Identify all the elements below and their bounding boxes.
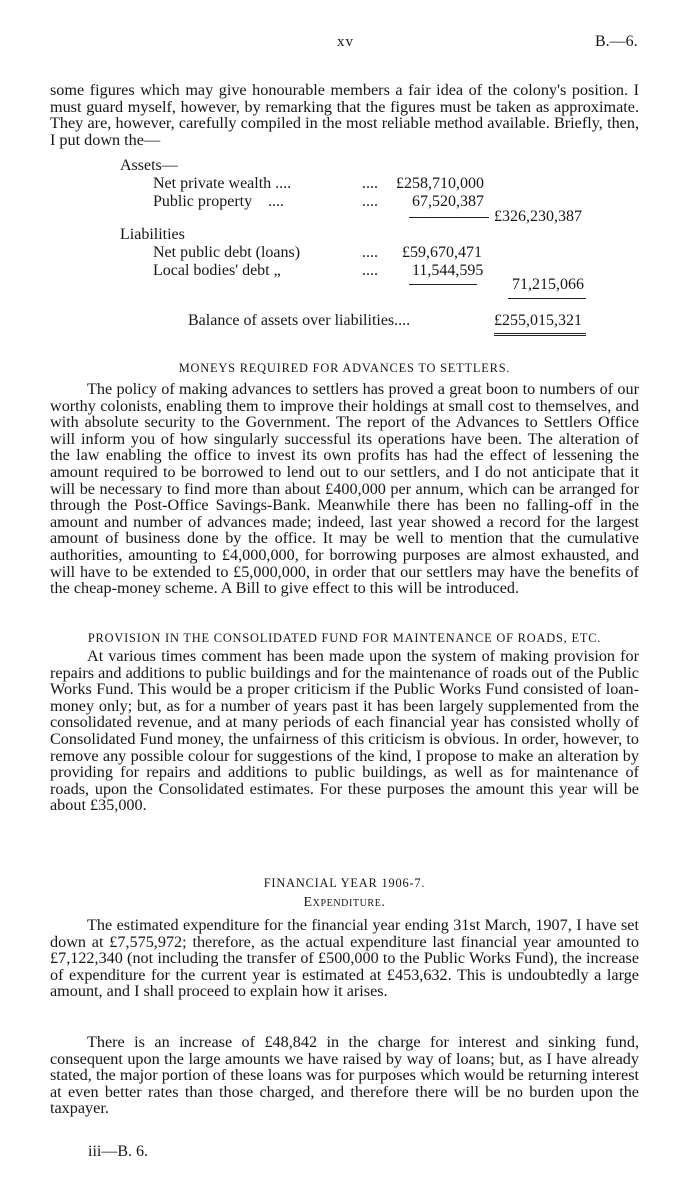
liabilities-total: 71,215,066 — [512, 276, 584, 293]
expenditure-paragraph-2: There is an increase of £48,842 in the charge for interest and sinking fund, consequent upon the large amounts we have raised by way of loans; but, as I have already stated, the major portion of these loans was for purposes which would be returning interest at even better rates than those charged, and therefore there will be no burden upon the taxpayer. — [50, 1033, 639, 1118]
liability-amount-public-debt: £59,670,471 — [402, 244, 482, 261]
intro-paragraph: some figures which may give honourable members a fair idea of the colony's position. I must guard myself, however, by remarking that the figures must be taken as approximate. They are, however, carefully compiled in the most reliable method available. Briefly, then, I put down the— — [50, 81, 639, 149]
expenditure-paragraph-1: The estimated expenditure for the financial year ending 31st March, 1907, I have set down at £7,575,972; therefore, as the actual expenditure last financial year amounted to £7,122,340 (not including the transfer of £500,000 to the Public Works Fund), the increase of expenditure for the current year is estimated at £453,632. This is undoubtedly a large amount, and I shall proceed to explain how it arises. — [50, 916, 639, 1001]
advances-paragraph: The policy of making advances to settlers has proved a great boon to numbers of our worthy colonists, enabling them to improve their holdings at small cost to themselves, and with absolute security to the Government. The report of the Advances to Settlers Office will inform you of how singularly successful its operations have been. The alteration of the law enabling the office to invest its own profits has had the effect of lessening the amount required to be borrowed to lend out to our settlers, and I do not anticipate that it will be necessary to find more than about £400,000 per annum, which can be arranged for through the Post-Office Savings-Bank. Meanwhile there has been no falling-off in the amount and number of advances made; indeed, last year showed a record for the largest amount of business done by the office. It may be well to mention that the cumulative authorities, amounting to £4,000,000, for borrowing purposes are almost exhausted, and will have to be extended to £5,000,000, in order that our settlers may have the benefits of the cheap-money scheme. A Bill to give effect to this will be introduced. — [50, 380, 639, 598]
asset-amount-public-property: 67,520,387 — [412, 193, 484, 210]
balance-total: £255,015,321 — [494, 312, 582, 329]
subtotal-rule — [409, 217, 489, 218]
roads-paragraph: At various times comment has been made upon the system of making provision for repairs and additions to public buildings and for the maintenance of roads out of the Public Works Fund. This would be a proper criticism if the Public Works Fund consisted of loan-money only; but, as for a number of years past it has been largely supplemented from the consolidated revenue, and at many periods of each financial year has consisted wholly of Consolidated Fund money, the unfairness of this criticism is obvious. In order, however, to remove any possible colour for suggestions of the kind, I propose to make an alteration by providing for repairs and additions to public buildings, as well as for maintenance of roads, upon the Consolidated estimates. For these purposes the amount this year will be about £35,000. — [50, 647, 639, 815]
assets-total: £326,230,387 — [494, 208, 582, 225]
liability-dots: .... — [362, 244, 378, 261]
section-heading-advances: MONEYS REQUIRED FOR ADVANCES TO SETTLERS. — [178, 361, 511, 375]
liability-amount-local-bodies: 11,544,595 — [412, 262, 484, 279]
assets-label: Assets— — [120, 157, 178, 174]
page-number: xv — [337, 34, 354, 50]
asset-dots: .... — [362, 193, 378, 210]
liabilities-label: Liabilities — [120, 226, 185, 243]
signature-mark: iii—B. 6. — [88, 1143, 149, 1160]
subtotal-rule — [409, 284, 477, 285]
section-heading-financial-year: FINANCIAL YEAR 1906-7. — [263, 876, 426, 890]
section-heading-roads: PROVISION IN THE CONSOLIDATED FUND FOR MAINTENANCE OF ROADS, ETC. — [87, 631, 602, 645]
balance-label: Balance of assets over liabilities.... — [188, 312, 411, 329]
asset-dots: .... — [362, 175, 378, 192]
asset-dots: .... — [268, 193, 284, 210]
grand-total-double-rule — [494, 333, 586, 336]
subheading-expenditure: Expenditure. — [303, 895, 386, 910]
total-rule — [508, 298, 586, 299]
liability-label-local-bodies: Local bodies' debt „ — [153, 262, 281, 279]
liability-dots: .... — [362, 262, 378, 279]
liability-label-public-debt: Net public debt (loans) — [153, 244, 301, 261]
document-code: B.—6. — [595, 33, 638, 50]
asset-amount-private-wealth: £258,710,000 — [396, 175, 484, 192]
asset-label-private-wealth: Net private wealth .... — [153, 175, 292, 192]
asset-label-public-property: Public property — [153, 193, 253, 210]
